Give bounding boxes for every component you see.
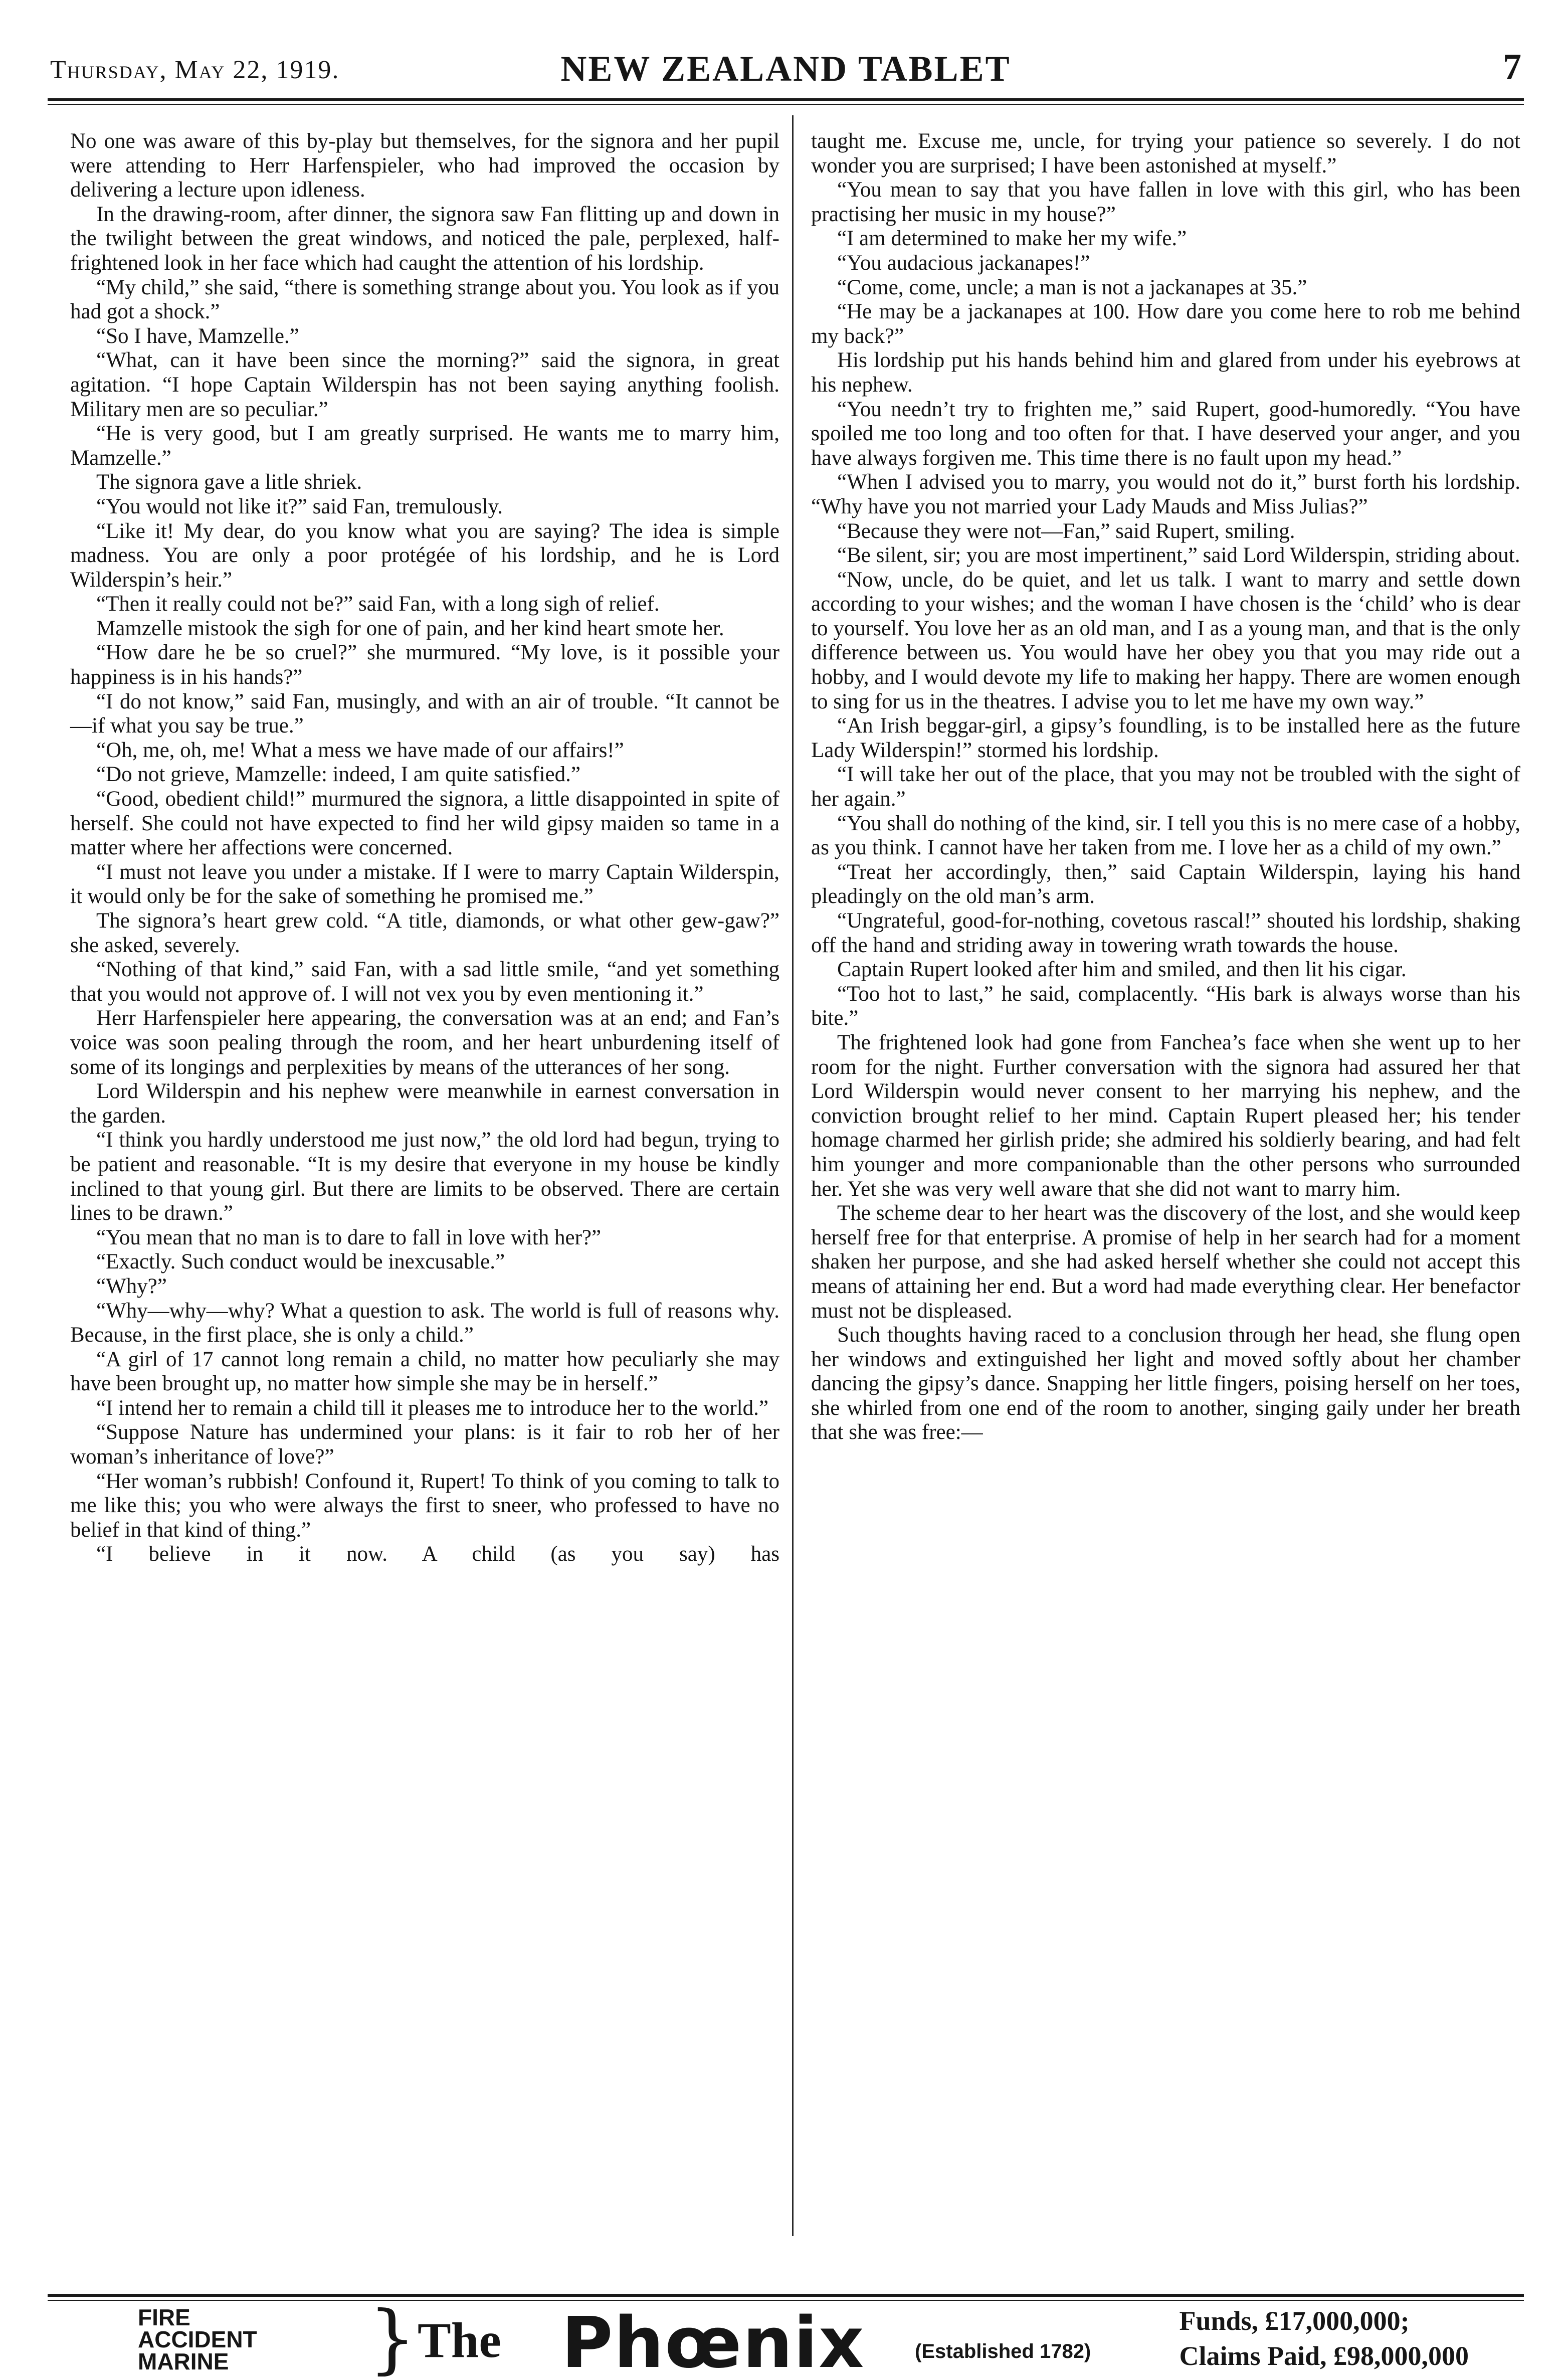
paragraph: “You mean to say that you have fallen in love with this girl, who has been practising her music in my house?”: [811, 178, 1520, 226]
footer-rule: [48, 2294, 1524, 2297]
paragraph: “Now, uncle, do be quiet, and let us talk. I want to marry and settle down according to your wishes; and the woman I have chosen is the ‘child’ who is dear to yourself. You love her as an old man, and I as a young man, and that is the only difference between us. You would have her obey you that you may ride out a hobby, and I would devote my life to making her happy. There are women enough to sing for us in the theatres. I advise you to let me have my own way.”: [811, 568, 1520, 713]
paragraph: “Be silent, sir; you are most impertinent,” said Lord Wilderspin, striding about.: [837, 543, 1520, 568]
paragraph: Captain Rupert looked after him and smiled, and then lit his cigar.: [837, 958, 1407, 982]
left-column: [70, 129, 779, 1567]
paragraph: “I do not know,” said Fan, musingly, and with an air of trouble. “It cannot be—if what you say be true.”: [70, 689, 779, 738]
paragraph: “An Irish beggar-girl, a gipsy’s foundling, is to be installed here as the future Lady Wilderspin!” stormed his lordship.: [811, 714, 1520, 762]
paragraph: The signora gave a litle shriek.: [96, 470, 362, 494]
paragraph: The frightened look had gone from Fanchea’s face when she went up to her room for the night. Further conversation with the signora had assured her that Lord Wilderspin would never consent to her marrying his nephew, and the conviction brought relief to her mind. Captain Rupert pleased her; his tender homage charmed her girlish pride; she admired his soldierly bearing, and had felt him younger and more companionable than the other persons who surrounded her. Yet she was very well aware that she did not want to marry him.: [811, 1030, 1520, 1201]
paragraph: “When I advised you to marry, you would not do it,” burst forth his lordship. “Why have you not married your Lady Mauds and Miss Julias?”: [811, 470, 1520, 518]
footer-rule-thin: [48, 2300, 1524, 2301]
paragraph: “Too hot to last,” he said, complacently. “His bark is always worse than his bite.”: [811, 982, 1520, 1030]
paragraph: “What, can it have been since the morning?” said the signora, in great agitation. “I hope Captain Wilderspin has not been saying anything foolish. Military men are so peculiar.”: [70, 348, 779, 421]
paragraph: “How dare he be so cruel?” she murmured. “My love, is it possible your happiness is in his hands?”: [70, 641, 779, 689]
paragraph: No one was aware of this by-play but themselves, for the signora and her pupil were attending to Herr Harfenspieler, who had improved the occasion by delivering a lecture upon idleness.: [70, 129, 779, 202]
paragraph: The scheme dear to her heart was the discovery of the lost, and she would keep herself free for that enterprise. A promise of help in her search had for a moment shaken her purpose, and she had asked herself whether she could not accept this means of attaining her end. But a word had made everything clear. Her benefactor must not be displeased.: [811, 1201, 1520, 1323]
phoenix-advertisement: [48, 2301, 1524, 2376]
paragraph: “I think you hardly understood me just now,” the old lord had begun, trying to be patient and reasonable. “It is my desire that everyone in my house be kindly inclined to that young girl. But there are limits to be observed. There are certain lines to be drawn.”: [70, 1128, 779, 1225]
ad-brand-name: Phœnix: [561, 2302, 865, 2376]
ad-claims: Claims Paid, £98,000,000: [1179, 2341, 1469, 2371]
paragraph: “Ungrateful, good-for-nothing, covetous rascal!” shouted his lordship, shaking off the hand and striding away in towering wrath towards the house.: [811, 909, 1520, 957]
paragraph: “A girl of 17 cannot long remain a child, no matter how peculiarly she may have been brought up, no matter how simple she may be in herself.”: [70, 1347, 779, 1396]
paragraph: “Like it! My dear, do you know what you are saying? The idea is simple madness. You are only a poor protégée of his lordship, and he is Lord Wilderspin’s heir.”: [70, 519, 779, 592]
paragraph: “You needn’t try to frighten me,” said Rupert, good-humoredly. “You have spoiled me too long and too often for that. I have deserved your anger, and you have always forgiven me. This time there is no fault upon my head.”: [811, 397, 1520, 470]
page-number: 7: [1503, 47, 1521, 88]
paragraph: “Suppose Nature has undermined your plans: is it fair to rob her of her woman’s inheritance of love?”: [70, 1420, 779, 1469]
brace-glyph: }: [368, 2301, 417, 2376]
paragraph: “Because they were not—Fan,” said Rupert, smiling.: [837, 519, 1295, 543]
paragraph: His lordship put his hands behind him and glared from under his eyebrows at his nephew.: [811, 348, 1520, 397]
paragraph: “Come, come, uncle; a man is not a jackanapes at 35.”: [837, 275, 1307, 299]
paragraph: “Why?”: [96, 1274, 167, 1298]
ad-article: The: [418, 2312, 501, 2368]
newspaper-title: NEW ZEALAND TABLET: [560, 49, 1011, 89]
paragraph: “You audacious jackanapes!”: [837, 251, 1090, 275]
paragraph: “My child,” she said, “there is something strange about you. You look as if you had got a shock.”: [70, 275, 779, 324]
masthead-rule: [48, 98, 1524, 101]
paragraph: “Why—why—why? What a question to ask. The world is full of reasons why. Because, in the first place, she is only a child.”: [70, 1299, 779, 1347]
paragraph: “Do not grieve, Mamzelle: indeed, I am quite satisfied.”: [96, 763, 580, 787]
paragraph: Lord Wilderspin and his nephew were meanwhile in earnest conversation in the garden.: [70, 1079, 779, 1128]
paragraph: “I intend her to remain a child till it pleases me to introduce her to the world.”: [96, 1396, 768, 1420]
paragraph: “You would not like it?” said Fan, tremulously.: [96, 494, 503, 518]
insurance-type-marine: MARINE: [138, 2348, 229, 2374]
paragraph: “Oh, me, oh, me! What a mess we have made of our affairs!”: [96, 738, 624, 762]
paragraph: “I will take her out of the place, that you may not be troubled with the sight of her again.”: [811, 763, 1520, 811]
insurance-type-accident: ACCIDENT: [138, 2326, 257, 2352]
issue-date: Thursday, May 22, 1919.: [50, 56, 340, 84]
paragraph: “You mean that no man is to dare to fall in love with her?”: [96, 1225, 602, 1249]
ad-financials: [1179, 2303, 1469, 2373]
masthead-rule-thin: [48, 104, 1524, 105]
paragraph: “He may be a jackanapes at 100. How dare you come here to rob me behind my back?”: [811, 300, 1520, 348]
paragraph: Mamzelle mistook the sigh for one of pain, and her kind heart smote her.: [96, 616, 724, 640]
insurance-type-fire: FIRE: [138, 2304, 190, 2330]
paragraph: taught me. Excuse me, uncle, for trying your patience so severely. I do not wonder you are surprised; I have been astonished at myself.”: [811, 129, 1520, 177]
paragraph: “Nothing of that kind,” said Fan, with a sad little smile, “and yet something that you would not approve of. I will not vex you by even mentioning it.”: [70, 958, 779, 1006]
masthead: [50, 46, 1521, 101]
paragraph: Such thoughts having raced to a conclusion through her head, she flung open her windows and extinguished her light and moved softly about her chamber dancing the gipsy’s dance. Snapping her little fingers, poising herself on her toes, she whirled from one end of the room to another, singing gaily under her breath that she was free:—: [811, 1323, 1520, 1444]
paragraph: “I must not leave you under a mistake. If I were to marry Captain Wilderspin, it would only be for the sake of something he promised me.”: [70, 860, 779, 908]
paragraph: “I am determined to make her my wife.”: [837, 227, 1187, 251]
ad-established: (Established 1782): [915, 2340, 1091, 2362]
paragraph: “I believe in it now. A child (as you say) has: [96, 1542, 779, 1566]
ad-funds: Funds, £17,000,000;: [1179, 2306, 1410, 2336]
paragraph: “Exactly. Such conduct would be inexcusable.”: [96, 1250, 505, 1274]
paragraph: “Treat her accordingly, then,” said Captain Wilderspin, laying his hand pleadingly on the old man’s arm.: [811, 860, 1520, 908]
paragraph: “He is very good, but I am greatly surprised. He wants me to marry him, Mamzelle.”: [70, 422, 779, 470]
paragraph: “Then it really could not be?” said Fan, with a long sigh of relief.: [96, 592, 660, 616]
paragraph: The signora’s heart grew cold. “A title, diamonds, or what other gew-gaw?” she asked, severely.: [70, 909, 779, 957]
insurance-types: [138, 2306, 257, 2372]
column-divider: [792, 115, 794, 2236]
paragraph: Herr Harfenspieler here appearing, the conversation was at an end; and Fan’s voice was soon pealing through the room, and her heart unburdening itself of some of its longings and perplexities by means of the utterances of her song.: [70, 1006, 779, 1079]
paragraph: “So I have, Mamzelle.”: [96, 324, 299, 348]
paragraph: “Her woman’s rubbish! Confound it, Rupert! To think of you coming to talk to me like this; you who were always the first to sneer, who professed to have no belief in that kind of thing.”: [70, 1469, 779, 1542]
paragraph: “You shall do nothing of the kind, sir. I tell you this is no mere case of a hobby, as you think. I cannot have her taken from me. I love her as a child of my own.”: [811, 811, 1520, 860]
right-column: [811, 129, 1520, 1445]
paragraph: “Good, obedient child!” murmured the signora, a little disappointed in spite of herself. She could not have expected to find her wild gipsy maiden so tame in a matter where her affections were concerned.: [70, 787, 779, 860]
paragraph: In the drawing-room, after dinner, the signora saw Fan flitting up and down in the twilight between the great windows, and noticed the pale, perplexed, half-frightened look in her face which had caught the attention of his lordship.: [70, 202, 779, 275]
